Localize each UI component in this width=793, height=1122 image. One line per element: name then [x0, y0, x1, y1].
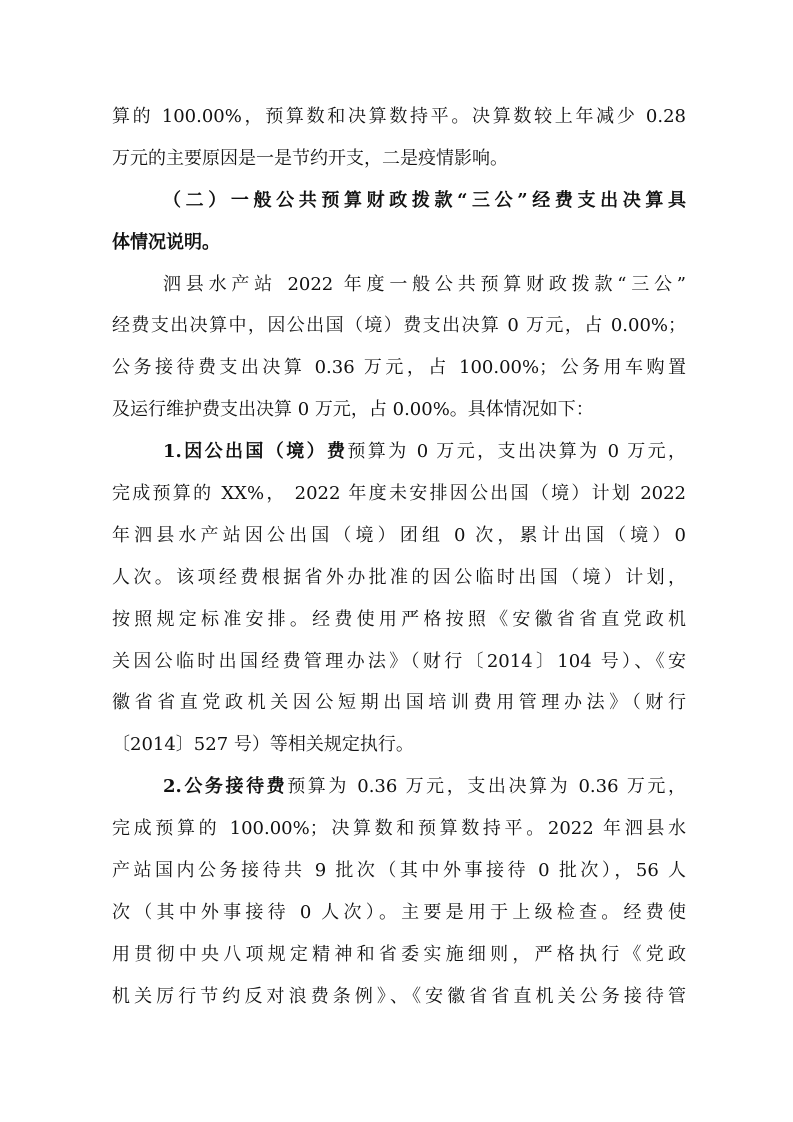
body-text-line: 经费支出决算中，因公出国（境）费支出决算 0 万元，占 0.00%；	[112, 315, 686, 337]
body-text-line: 及运行维护费支出决算 0 万元，占 0.00%。具体情况如下：	[112, 399, 594, 421]
body-text-line	[112, 766, 686, 808]
body-text-line: 关因公临时出国经费管理办法》（财行〔2014〕104 号）、《安	[112, 650, 686, 672]
body-text-line: 万元的主要原因是一是节约开支，二是疫情影响。	[112, 147, 508, 169]
body-text-line: 产站国内公务接待共 9 批次（其中外事接待 0 批次），56 人	[112, 860, 686, 882]
body-text-line: 用贯彻中央八项规定精神和省委实施细则，严格执行《党政	[112, 943, 686, 965]
item-lead-title: 2.公务接待费	[163, 776, 288, 798]
body-text-line: 算的 100.00%，预算数和决算数持平。决算数较上年减少 0.28	[112, 106, 686, 127]
body-text-line: 年泗县水产站因公出国（境）团组 0 次，累计出国（境）0	[112, 524, 686, 546]
body-text-line	[112, 431, 686, 473]
item-lead-title: 1.因公出国（境）费	[163, 441, 348, 463]
body-text-line: 完成预算的 100.00%；决算数和预算数持平。2022 年泗县水	[112, 818, 686, 840]
body-text-line: 〔2014〕527 号）等相关规定执行。	[112, 734, 414, 756]
document-page	[112, 96, 686, 1018]
body-text-line: 按照规定标准安排。经费使用严格按照《安徽省省直党政机	[112, 608, 686, 630]
body-text-line: 人次。该项经费根据省外办批准的因公临时出国（境）计划，	[112, 566, 686, 588]
body-text-line: 机关厉行节约反对浪费条例》、《安徽省省直机关公务接待管	[112, 985, 686, 1007]
body-text-line: 徽省省直党政机关因公短期出国培训费用管理办法》（财行	[112, 692, 686, 714]
section-heading: 体情况说明。	[112, 231, 220, 253]
body-text-line: 公务接待费支出决算 0.36 万元，占 100.00%；公务用车购置	[112, 357, 686, 379]
body-text-line: 泗县水产站 2022 年度一般公共预算财政拨款“三公”	[163, 273, 686, 295]
body-text-line: 次（其中外事接待 0 人次）。主要是用于上级检查。经费使	[112, 901, 686, 923]
body-text-run: 预算为 0 万元，支出决算为 0 万元，	[347, 441, 686, 463]
section-heading: （二）一般公共预算财政拨款“三公”经费支出决算具	[163, 189, 686, 211]
body-text-run: 预算为 0.36 万元，支出决算为 0.36 万元，	[287, 776, 686, 798]
body-text-line: 完成预算的 XX%， 2022 年度未安排因公出国（境）计划 2022	[112, 483, 686, 505]
